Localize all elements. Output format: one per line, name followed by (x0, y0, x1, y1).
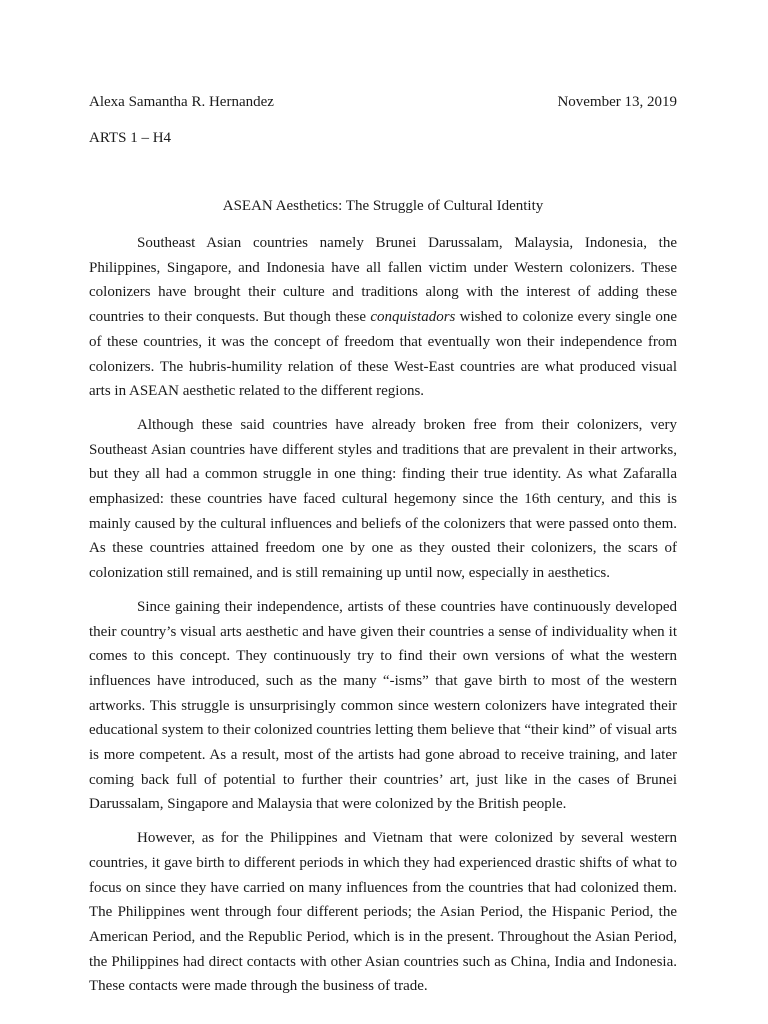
author-name: Alexa Samantha R. Hernandez (89, 94, 274, 110)
course-code: ARTS 1 – H4 (89, 130, 172, 146)
paragraph-text: Southeast Asian countries namely Brunei Darussalam, Malaysia, Indonesia, the Philippines, Singapore, and Indonesia have all fallen victim under Western colonizers. These colonizers have brought their culture and traditions along with the interest of adding these countries to their conquests. But though these (89, 235, 677, 326)
paragraph (89, 231, 677, 404)
document-date: November 13, 2019 (557, 94, 677, 110)
document-header (89, 92, 677, 112)
paragraph-text: wished to colonize every single one of these countries, it was the concept of freedom that eventually won their independence from colonizers. The hubris-humility relation of these West-East countries are what produced visual arts in ASEAN aesthetic related to the different regions. (89, 309, 677, 400)
essay-body (89, 231, 677, 1008)
paragraph: However, as for the Philippines and Vietnam that were colonized by several western countries, it gave birth to different periods in which they had experienced drastic shifts of what to focus on since they have carried on many influences from the countries that had colonized them. The Philippines went through four different periods; the Asian Period, the Hispanic Period, the American Period, and the Republic Period, which is in the present. Throughout the Asian Period, the Philippines had direct contacts with other Asian countries such as China, India and Indonesia. These contacts were made through the business of trade. (89, 830, 677, 995)
italic-term: conquistadors (370, 309, 456, 326)
essay-title: ASEAN Aesthetics: The Struggle of Cultural Identity (222, 198, 544, 214)
paragraph: Although these said countries have already broken free from their colonizers, very Southeast Asian countries have different styles and traditions that are prevalent in their artworks, but they all had a common struggle in one thing: finding their true identity. As what Zafaralla emphasized: these countries have faced cultural hegemony since the 16th century, and this is mainly caused by the cultural influences and beliefs of the colonizers that were passed onto them. As these countries attained freedom one by one as they ousted their colonizers, the scars of colonization still remained, and is still remaining up until now, especially in aesthetics. (89, 416, 677, 582)
paragraph: Since gaining their independence, artists of these countries have continuously developed their country’s visual arts aesthetic and have given their countries a sense of individuality when it comes to this concept. They continuously try to find their own versions of what the western influences have introduced, such as the many “-isms” that gave birth to most of the western artworks. This struggle is unsurprisingly common since western colonizers have integrated their educational system to their colonized countries letting them believe that “their kind” of visual arts is more competent. As a result, most of the artists had gone abroad to receive training, and later coming back full of potential to further their countries’ art, just like in the cases of Brunei Darussalam, Singapore and Malaysia that were colonized by the British people. (89, 598, 677, 813)
